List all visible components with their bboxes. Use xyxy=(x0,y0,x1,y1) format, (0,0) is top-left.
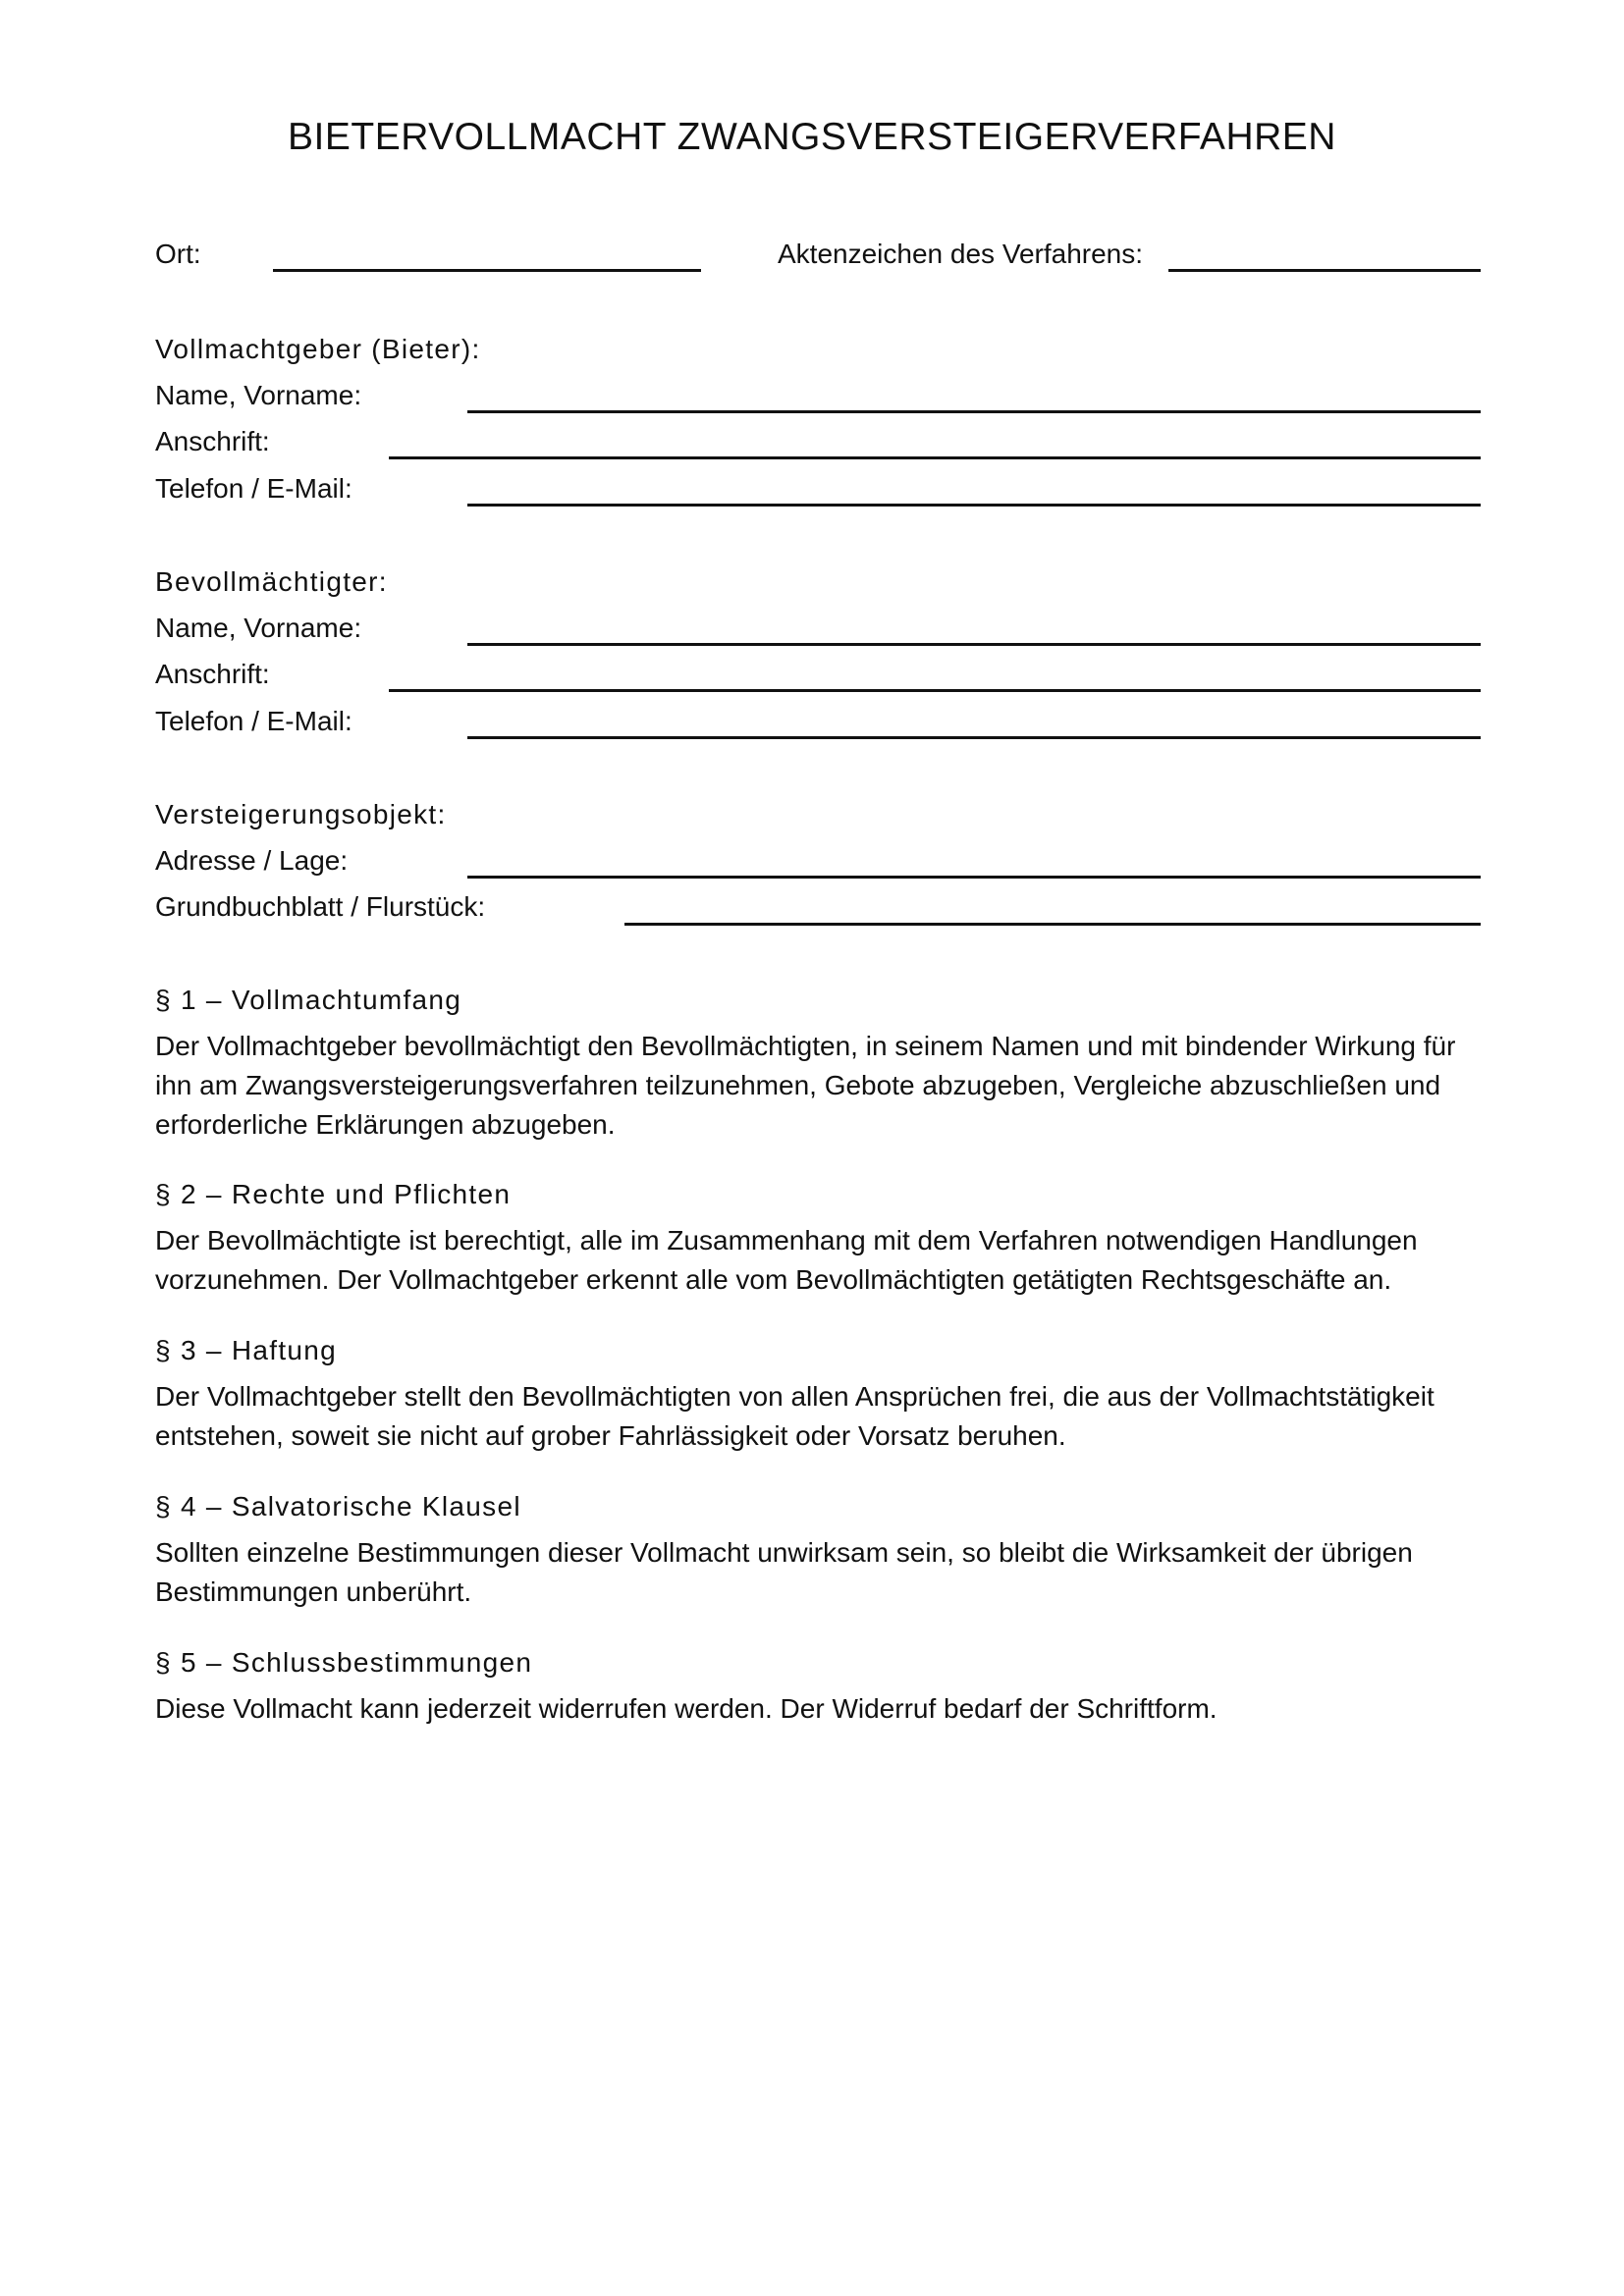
section-5-heading: § 5 – Schlussbestimmungen xyxy=(155,1647,533,1678)
objekt-address-field[interactable] xyxy=(467,876,1481,879)
ort-label: Ort: xyxy=(155,239,201,269)
objekt-heading: Versteigerungsobjekt: xyxy=(155,799,447,829)
document-title: BIETERVOLLMACHT ZWANGSVERSTEIGERVERFAHREN xyxy=(288,116,1336,158)
bevollmaechtigter-name-label: Name, Vorname: xyxy=(155,613,362,643)
section-5-text: Diese Vollmacht kann jederzeit widerrufen werden. Der Widerruf bedarf der Schriftform. xyxy=(155,1693,1218,1724)
aktenzeichen-field[interactable] xyxy=(1168,269,1481,272)
vollmachtgeber-address-field[interactable] xyxy=(389,456,1481,459)
ort-field[interactable] xyxy=(273,269,701,272)
bevollmaechtigter-address-label: Anschrift: xyxy=(155,659,270,689)
bevollmaechtigter-contact-field[interactable] xyxy=(467,736,1481,739)
vollmachtgeber-contact-label: Telefon / E-Mail: xyxy=(155,473,352,504)
section-2-text: Der Bevollmächtigte ist berechtigt, alle im Zusammenhang mit dem Verfahren notwendigen Handlungen vorzunehmen. Der Vollmachtgeber erkennt alle vom Bevollmächtigten getätigten Rechtsgeschäfte an. xyxy=(155,1225,1418,1295)
section-2-heading: § 2 – Rechte und Pflichten xyxy=(155,1179,512,1209)
section-4-heading: § 4 – Salvatorische Klausel xyxy=(155,1491,521,1522)
section-4-text: Sollten einzelne Bestimmungen dieser Vollmacht unwirksam sein, so bleibt die Wirksamkeit der übrigen Bestimmungen unberührt. xyxy=(155,1537,1413,1607)
vollmachtgeber-heading: Vollmachtgeber (Bieter): xyxy=(155,334,481,364)
vollmachtgeber-address-label: Anschrift: xyxy=(155,426,270,456)
bevollmaechtigter-contact-label: Telefon / E-Mail: xyxy=(155,706,352,736)
vollmachtgeber-name-label: Name, Vorname: xyxy=(155,380,362,410)
section-3-text: Der Vollmachtgeber stellt den Bevollmächtigten von allen Ansprüchen frei, die aus der Vollmachtstätigkeit entstehen, soweit sie nicht auf grober Fahrlässigkeit oder Vorsatz beruhen. xyxy=(155,1381,1435,1451)
section-3-heading: § 3 – Haftung xyxy=(155,1335,338,1365)
bevollmaechtigter-address-field[interactable] xyxy=(389,689,1481,692)
aktenzeichen-label: Aktenzeichen des Verfahrens: xyxy=(778,239,1144,269)
bevollmaechtigter-name-field[interactable] xyxy=(467,643,1481,646)
vollmachtgeber-contact-field[interactable] xyxy=(467,504,1481,507)
bevollmaechtigter-heading: Bevollmächtigter: xyxy=(155,566,388,597)
grundbuch-label: Grundbuchblatt / Flurstück: xyxy=(155,891,486,922)
section-1-text: Der Vollmachtgeber bevollmächtigt den Bevollmächtigten, in seinem Namen und mit bindender Wirkung für ihn am Zwangsversteigerungsverfahren teilzunehmen, Gebote abzugeben, Vergleiche abzuschließen und erforderliche Erklärungen abzugeben. xyxy=(155,1031,1456,1140)
vollmachtgeber-name-field[interactable] xyxy=(467,410,1481,413)
objekt-address-label: Adresse / Lage: xyxy=(155,845,349,876)
grundbuch-field[interactable] xyxy=(624,923,1481,926)
section-1-heading: § 1 – Vollmachtumfang xyxy=(155,985,462,1015)
